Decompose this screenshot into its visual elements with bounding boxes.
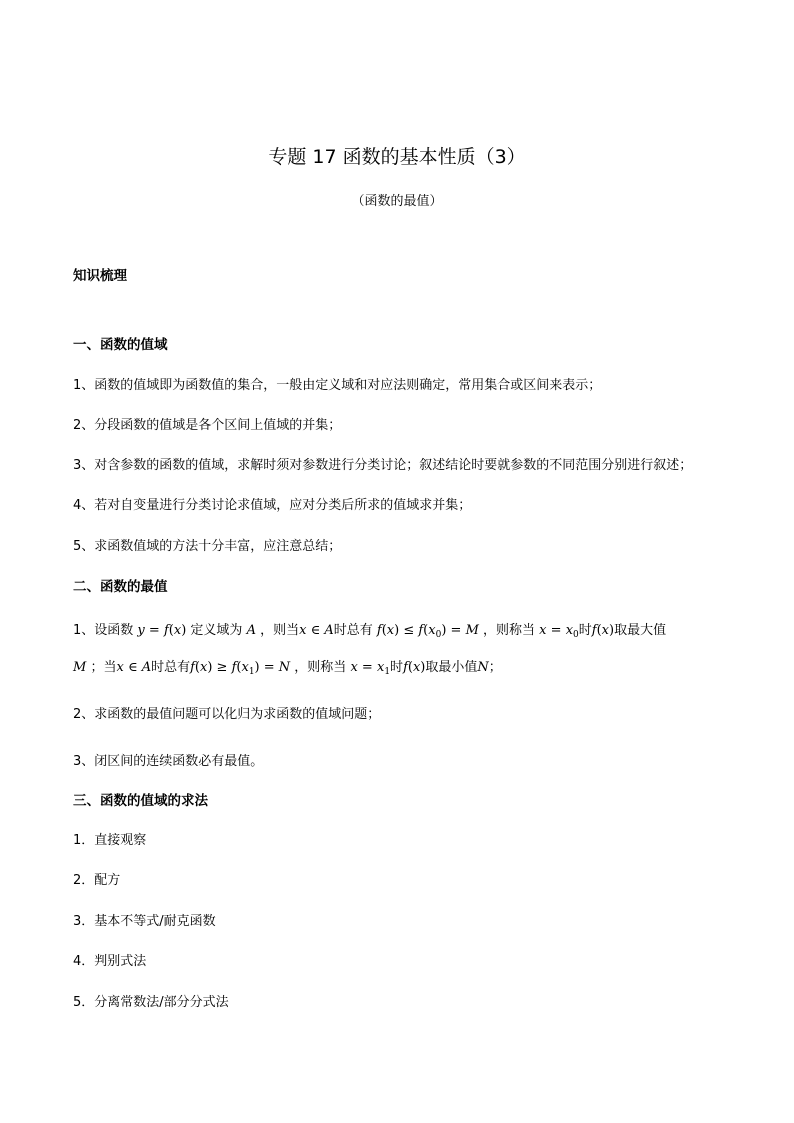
- document-title: 专题 17 函数的基本性质（3）: [268, 146, 526, 168]
- formula: x: [299, 623, 307, 638]
- sec2-item1-text: 1、设函数: [73, 623, 134, 638]
- formula: M: [73, 660, 87, 675]
- sec3-item-3: 3．基本不等式/耐克函数: [73, 914, 216, 929]
- sec2-item-1-line1: 1、设函数 y = f(x) 定义域为 A ，则当x ∈ A时总有 $f(x) \le f(x_0) = M$ ，则称当 $x = x_0$时f(x)取最大值: [73, 623, 667, 640]
- sec2-item1-text: 时: [578, 623, 592, 638]
- section2-title: 二、函数的最值: [73, 579, 168, 595]
- sec2-item-1-line2: M ；当x ∈ A时总有$f(x) \ge f(x_1) = N$ ，则称当 $x = x_1$时f(x)取最小值N；: [73, 660, 502, 677]
- sec1-item-4: 4、若对自变量进行分类讨论求值域，应对分类后所求的值域求并集；: [73, 498, 472, 513]
- sec2-item1-text: 定义域为: [190, 623, 243, 638]
- sec2-item1-text: ；当: [90, 660, 117, 675]
- formula: f: [376, 623, 382, 638]
- sec2-item1-text: 时总有: [151, 660, 191, 675]
- formula: N: [477, 660, 489, 675]
- sec2-item1-text: ；: [488, 660, 502, 675]
- sec3-item-2: 2．配方: [73, 873, 121, 888]
- sec3-item-4: 4．判别式法: [73, 954, 147, 969]
- sec2-item1-text: 取最小值: [425, 660, 478, 675]
- formula: x: [116, 660, 124, 675]
- sec2-item1-text: 取最大值: [614, 623, 667, 638]
- sec1-item-2: 2、分段函数的值域是各个区间上值域的并集；: [73, 418, 342, 433]
- sec2-item-2: 2、求函数的最值问题可以化归为求函数的值域问题；: [73, 707, 381, 722]
- sec3-item-1: 1．直接观察: [73, 833, 147, 848]
- sec1-item-3: 3、对含参数的函数的值域，求解时须对参数进行分类讨论；叙述结论时要就参数的不同范围分别进行叙述；: [73, 458, 693, 473]
- sec2-item1-text: ，则当: [260, 623, 300, 638]
- formula: x: [350, 660, 358, 675]
- formula: f: [190, 660, 195, 675]
- sec1-item-5: 5、求函数值域的方法十分丰富，应注意总结；: [73, 539, 342, 554]
- document-subtitle: （函数的最值）: [351, 194, 443, 209]
- section1-title: 一、函数的值域: [73, 337, 168, 353]
- sec3-item-5: 5．分离常数法/部分分式法: [73, 995, 229, 1010]
- sec2-item1-text: 时总有: [333, 623, 373, 638]
- section-heading-knowledge: 知识梳理: [73, 268, 127, 284]
- sec2-item1-text: ，则称当: [294, 660, 347, 675]
- formula: f: [403, 660, 408, 675]
- sec1-item-1: 1、函数的值域即为函数值的集合，一般由定义域和对应法则确定，常用集合或区间来表示；: [73, 378, 602, 393]
- formula: A: [246, 623, 256, 638]
- formula: y: [137, 623, 145, 638]
- formula: x: [539, 623, 547, 638]
- sec2-item1-text: ，则称当: [483, 623, 536, 638]
- formula: f: [591, 623, 597, 638]
- section3-title: 三、函数的值域的求法: [73, 793, 208, 809]
- sec2-item1-text: 时: [390, 660, 404, 675]
- sec2-item-3: 3、闭区间的连续函数必有最值。: [73, 754, 264, 769]
